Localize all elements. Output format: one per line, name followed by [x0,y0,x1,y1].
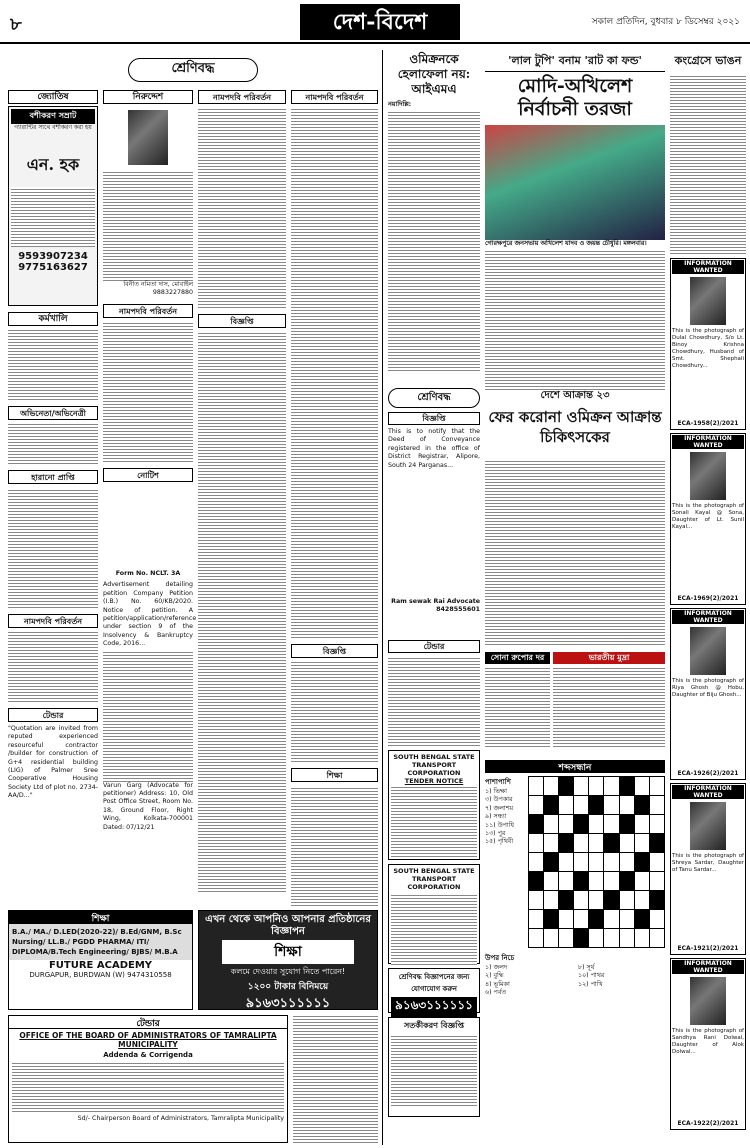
crossword-across [485,776,525,948]
crossword-cell[interactable] [543,891,558,910]
nclt-sign: Varun Garg (Advocate for petitioner) Address: 10, Old Post Office Street, Room No. 18, Ground Floor, Right Wing, Kolkata-700001 Dated: 07/12/21 [103,781,193,831]
crossword-cell[interactable] [543,929,558,948]
tender-notice-label: TENDER NOTICE [404,777,464,785]
missing-person-photo [690,452,726,500]
missing-heading: নিরুদ্দেশ [103,90,193,104]
notice-heading: নোটিশ [103,468,193,482]
down-clue: ১২) পাখি [578,980,603,988]
crossword-cell[interactable] [589,872,604,891]
info-wanted-heading: INFORMATION WANTED [672,610,744,624]
currency-box [553,652,665,752]
crossword-cell[interactable] [604,910,619,929]
crossword-cell[interactable] [559,796,574,815]
crossword-cell[interactable] [589,834,604,853]
abhijeta-heading: অভিনেতা/অভিনেত্রী [8,406,98,420]
bigyapti-heading-3: বিজ্ঞপ্তি [388,412,480,425]
crossword-cell[interactable] [604,929,619,948]
crossword [485,760,665,1145]
crossword-cell[interactable] [528,796,543,815]
missing-person-photo [690,277,726,325]
tender-heading: টেন্ডার [8,708,98,722]
crossword-cell [649,891,664,910]
promo-price: ১২০০ টাকার বিনিময়ে [247,982,329,992]
imf-byline: নয়াদিল্লি: [388,101,412,108]
info-wanted-notice [670,608,746,780]
crossword-cell [574,929,589,948]
classified-col-2 [103,90,193,590]
crossword-cell[interactable] [559,872,574,891]
crossword-cell[interactable] [649,853,664,872]
info-wanted-heading: INFORMATION WANTED [672,435,744,449]
crossword-cell[interactable] [589,853,604,872]
crossword-cell[interactable] [649,929,664,948]
sbstc-notice-1 [388,750,480,860]
election-rally-photo [485,125,665,240]
crossword-cell[interactable] [528,853,543,872]
eca-code: ECA-1922(2)/2021 [677,1120,739,1127]
tamralipta-tender [8,1015,288,1143]
imf-story [388,52,480,382]
name-change-heading-2: নামপদবি পরিবর্তন [103,304,193,318]
haranor-heading: হারানো প্রাপ্তি [8,470,98,484]
crossword-cell[interactable] [604,796,619,815]
tender-heading-3: টেন্ডার [388,640,480,653]
promo-head: এখন থেকে আপনিও আপনার প্রতিষ্ঠানের বিজ্ঞাপন [205,914,371,937]
astro-name: এন. হক [26,155,80,175]
crossword-cell[interactable] [619,834,634,853]
crossword-cell [589,796,604,815]
crossword-cell [619,872,634,891]
contact-phone: ৯১৬৩১১১১১১ [391,997,477,1017]
down-clue: ২) বুদ্ধি [485,972,504,980]
crossword-cell [574,815,589,834]
crossword-cell[interactable] [528,834,543,853]
info-wanted-notice [670,258,746,430]
education-ad [8,910,193,1010]
classified-contact [388,968,480,1013]
crossword-cell[interactable] [604,853,619,872]
shiksha-heading: শিক্ষা [9,911,192,924]
crossword-cell[interactable] [574,834,589,853]
astro-sub: গ্যারান্টির সাথে বশীকরণ করা হয় [14,124,92,131]
jyotish-heading: জ্যোতিষ [8,90,98,104]
nclt-form: Form No. NCLT. 3A [115,570,181,577]
crossword-cell [528,872,543,891]
down-heading: উপর নিচে [485,954,515,962]
down-clue: ১) জলদ [485,964,508,971]
promo-phone: ৯১৬৩১১১১১১ [245,996,331,1011]
contact-label: শ্রেণিবদ্ধ বিজ্ঞাপনের জন্য যোগাযোগ করুন [398,973,470,993]
sbstc-notice-2 [388,864,480,964]
karmakhali-text [8,330,98,400]
affidavit-text: This is to notify that the Deed of Conveyance registered in the office of District Registrar, Alipore, South 24 Parganas... [388,428,480,469]
crossword-cell[interactable] [619,910,634,929]
crossword-cell[interactable] [649,796,664,815]
crossword-cell[interactable] [649,815,664,834]
classified-banner-2: শ্রেণিবদ্ধ [388,388,480,408]
crossword-cell [589,910,604,929]
info-wanted-text: This is the photograph of Shreya Sardar, Daughter of Tanu Sardar... [672,853,744,873]
crossword-cell[interactable] [543,815,558,834]
classified-banner: শ্রেণিবদ্ধ [128,58,258,82]
congress-story [670,52,746,252]
crossword-cell[interactable] [634,834,649,853]
crossword-cell[interactable] [574,891,589,910]
crossword-cell[interactable] [589,929,604,948]
info-wanted-heading: INFORMATION WANTED [672,785,744,799]
crossword-cell [604,834,619,853]
crossword-cell [634,910,649,929]
congress-headline: কংগ্রেসে ভাঙন [674,54,742,67]
page-number: ৮ [10,14,22,35]
across-clue: ৯) সন্ধ্যা [485,813,507,821]
across-clue: ৭) জলাশয় [485,804,514,812]
office-title: OFFICE OF THE BOARD OF ADMINISTRATORS OF TAMRALIPTA MUNICIPALITY [19,1031,277,1049]
info-wanted-text: This is the photograph of Sandhya Rani Dolwal, Daughter of Alok Dolwal... [672,1028,744,1055]
imf-headline: ওমিক্রনকে হেলাফেলা নয়: আইএমএ [397,52,471,96]
crossword-cell[interactable] [649,872,664,891]
crossword-cell [634,796,649,815]
info-wanted-heading: INFORMATION WANTED [672,960,744,974]
crossword-cell[interactable] [559,815,574,834]
warning-heading: সতর্কীকরণ বিজ্ঞপ্তি [403,1021,465,1030]
crossword-cell [619,815,634,834]
addenda: Addenda & Corrigenda [103,1051,193,1059]
crossword-cell[interactable] [574,910,589,929]
mid-name-change-heading: নামপদবি পরিবর্তন [198,90,286,104]
across-clue: ১৩) পুর [485,830,506,838]
gold-rate-box [485,652,550,752]
crossword-cell[interactable] [589,777,604,796]
promo-mid: শিক্ষা [222,940,354,964]
crossword-cell[interactable] [634,872,649,891]
crossword-cell [543,853,558,872]
info-wanted-notice [670,958,746,1130]
office-sign: Sd/- Chairperson Board of Administrators, Tamralipta Municipality [77,1115,284,1122]
crossword-cell[interactable] [528,929,543,948]
crossword-grid[interactable] [528,776,665,948]
missing-person-photo [128,110,168,165]
crossword-cell[interactable] [619,929,634,948]
crossword-cell [619,777,634,796]
karmakhali-heading: কর্মখালি [8,312,98,326]
currency-heading: ভারতীয় মুদ্রা [553,652,665,664]
crossword-cell[interactable] [634,929,649,948]
info-wanted-text: This is the photograph of Dulal Chowdhury, S/o Lt. Binoy Krishna Chowdhury, Husband of Smt. Shephali Chowdhury... [672,328,744,369]
crossword-cell [604,891,619,910]
info-wanted-column [670,258,746,1145]
election-story [485,52,665,382]
down-clue: ১০) পাথর [578,972,605,980]
crossword-cell[interactable] [528,910,543,929]
nclt-notice [103,570,197,831]
sbstc-title-2: SOUTH BENGAL STATE TRANSPORT CORPORATION [393,867,475,891]
crossword-cell [528,815,543,834]
crossword-cell [543,796,558,815]
crossword-cell[interactable] [649,777,664,796]
crossword-cell[interactable] [559,853,574,872]
crossword-cell [559,891,574,910]
crossword-cell [543,910,558,929]
crossword-cell [559,777,574,796]
omicron-headline: ফের করোনা ওমিক্রন আক্রান্ত চিকিৎসকের [488,408,662,446]
crossword-heading: শব্দসন্ধান [485,760,665,773]
tender-column [388,640,480,1140]
self-promo-ad [198,910,378,1010]
across-clue: ৩) উপকার [485,796,513,804]
future-academy-address: DURGAPUR, BURDWAN (W) 9474310558 [29,971,172,979]
gold-rate-heading: সোনা রুপোর দর [485,652,550,664]
crossword-cell[interactable] [604,872,619,891]
warning-notice [388,1017,480,1117]
crossword-cell[interactable] [528,777,543,796]
missing-person-photo [690,802,726,850]
crossword-cell [574,872,589,891]
info-wanted-text: This is the photograph of Riya Ghosh @ Hobu, Daughter of Biju Ghosh... [672,678,744,698]
mid-name-change-heading-2: নামপদবি পরিবর্তন [291,90,378,104]
crossword-cell[interactable] [589,815,604,834]
crossword-cell[interactable] [528,891,543,910]
crossword-cell[interactable] [619,891,634,910]
crossword-cell[interactable] [543,834,558,853]
astro-phone-1: 9593907234 [18,251,88,263]
name-change-heading: নামপদবি পরিবর্তন [8,614,98,628]
affidavit-sign: Ram sewak Rai Advocate 8428555601 [391,598,480,614]
missing-caption: বিনীত নমিতা দাস, মোবাইল 9883227880 [123,281,193,297]
eca-code: ECA-1921(2)/2021 [677,945,739,952]
missing-person-photo [690,977,726,1025]
crossword-cell[interactable] [604,815,619,834]
info-wanted-text: This is the photograph of Sonali Kayal @ Sona, Daughter of Lt. Sunil Kayal... [672,503,744,530]
crossword-cell[interactable] [589,891,604,910]
astro-phone-2: 9775163627 [18,262,88,274]
across-clue: ১) ভিক্ষা [485,788,507,795]
eca-code: ECA-1969(2)/2021 [677,595,739,602]
sbstc-title-1: SOUTH BENGAL STATE TRANSPORT CORPORATION [393,753,475,777]
eca-code: ECA-1926(2)/2021 [677,770,739,777]
crossword-cell [559,834,574,853]
crossword-cell[interactable] [634,891,649,910]
classified-box-2 [388,388,480,628]
crossword-cell[interactable] [649,910,664,929]
down-clue: ৮) সূর্য [578,964,595,971]
tender-heading-2: টেন্ডার [9,1016,287,1029]
astro-ad [8,106,98,306]
crossword-cell[interactable] [559,929,574,948]
classified-col-4 [291,90,378,910]
crossword-cell[interactable] [604,777,619,796]
crossword-cell[interactable] [619,853,634,872]
info-wanted-notice [670,433,746,605]
education-courses: B.A./ MA./ D.LED(2020-22)/ B.Ed/GNM, B.Sc Nursing/ LL.B./ PGDD PHARMA/ ITI/ DIPLOMA/B.Tech Engineering/ BJBS/ M.B.A [9,924,192,960]
astro-title: বশীকরণ সম্রাট [11,109,95,124]
crossword-cell[interactable] [634,777,649,796]
omicron-kicker: দেশে আক্রান্ত ২৩ [540,390,610,401]
info-wanted-heading: INFORMATION WANTED [672,260,744,274]
election-headline: মোদি-অখিলেশ নির্বাচনী তরজা [517,75,633,120]
across-clue: ১১) উপাধি [485,821,514,829]
missing-person-photo [690,627,726,675]
future-academy: FUTURE ACADEMY [48,960,153,971]
across-heading: পাশাপাশি [485,778,511,786]
nclt-body: Advertisement detailing petition Company Petition (I.B.) No. 60/KB/2020. Notice of petition. A petition/application/reference under section 9 of the Insolvency & Bankruptcy Code, 2016... [103,581,197,648]
election-kicker: 'লাল টুপি' বনাম 'রাট কা ফন্ড' [485,52,665,72]
down-clue: ৬) পর্বত [485,989,507,997]
crossword-cell[interactable] [574,853,589,872]
crossword-cell[interactable] [574,796,589,815]
quotation-text: "Quotation are invited from reputed experienced resourceful contractor /builder for construction of G+4 residential building (LIG) of Palmer Sree Cooperative Housing Society Ltd of plot no. 2734-AA/D..." [8,725,98,800]
crossword-cell[interactable] [543,777,558,796]
bigyapti-heading: বিজ্ঞপ্তি [198,314,286,328]
crossword-cell[interactable] [619,796,634,815]
date-line: সকাল প্রতিদিন, বুধবার ৮ ডিসেম্বর ২০২১ [591,17,740,27]
classified-col-3 [198,90,286,910]
shiksha-heading-2: শিক্ষা [291,768,378,782]
crossword-cell[interactable] [559,910,574,929]
down-clue: ৪) ভূমিকা [485,980,510,988]
across-clue: ১৫) পৃথিবী [485,838,514,846]
crossword-cell[interactable] [543,872,558,891]
bigyapti-heading-2: বিজ্ঞপ্তি [291,644,378,658]
crossword-cell[interactable] [634,815,649,834]
classified-section [8,50,378,1145]
eca-code: ECA-1958(2)/2021 [677,420,739,427]
crossword-cell [634,853,649,872]
crossword-cell [649,834,664,853]
promo-tail: কলমে দেওয়ার সুযোগ নিতে পারেন! [230,967,346,976]
section-title: দেশ-বিদেশ [300,4,460,40]
page-header [0,0,750,44]
info-wanted-notice [670,783,746,955]
election-photo-caption: গোরক্ষপুরে জনসভায় অখিলেশ যাদব ও জয়ন্ত চৌধুরি। মঙ্গলবার। [485,240,647,247]
crossword-cell[interactable] [574,777,589,796]
